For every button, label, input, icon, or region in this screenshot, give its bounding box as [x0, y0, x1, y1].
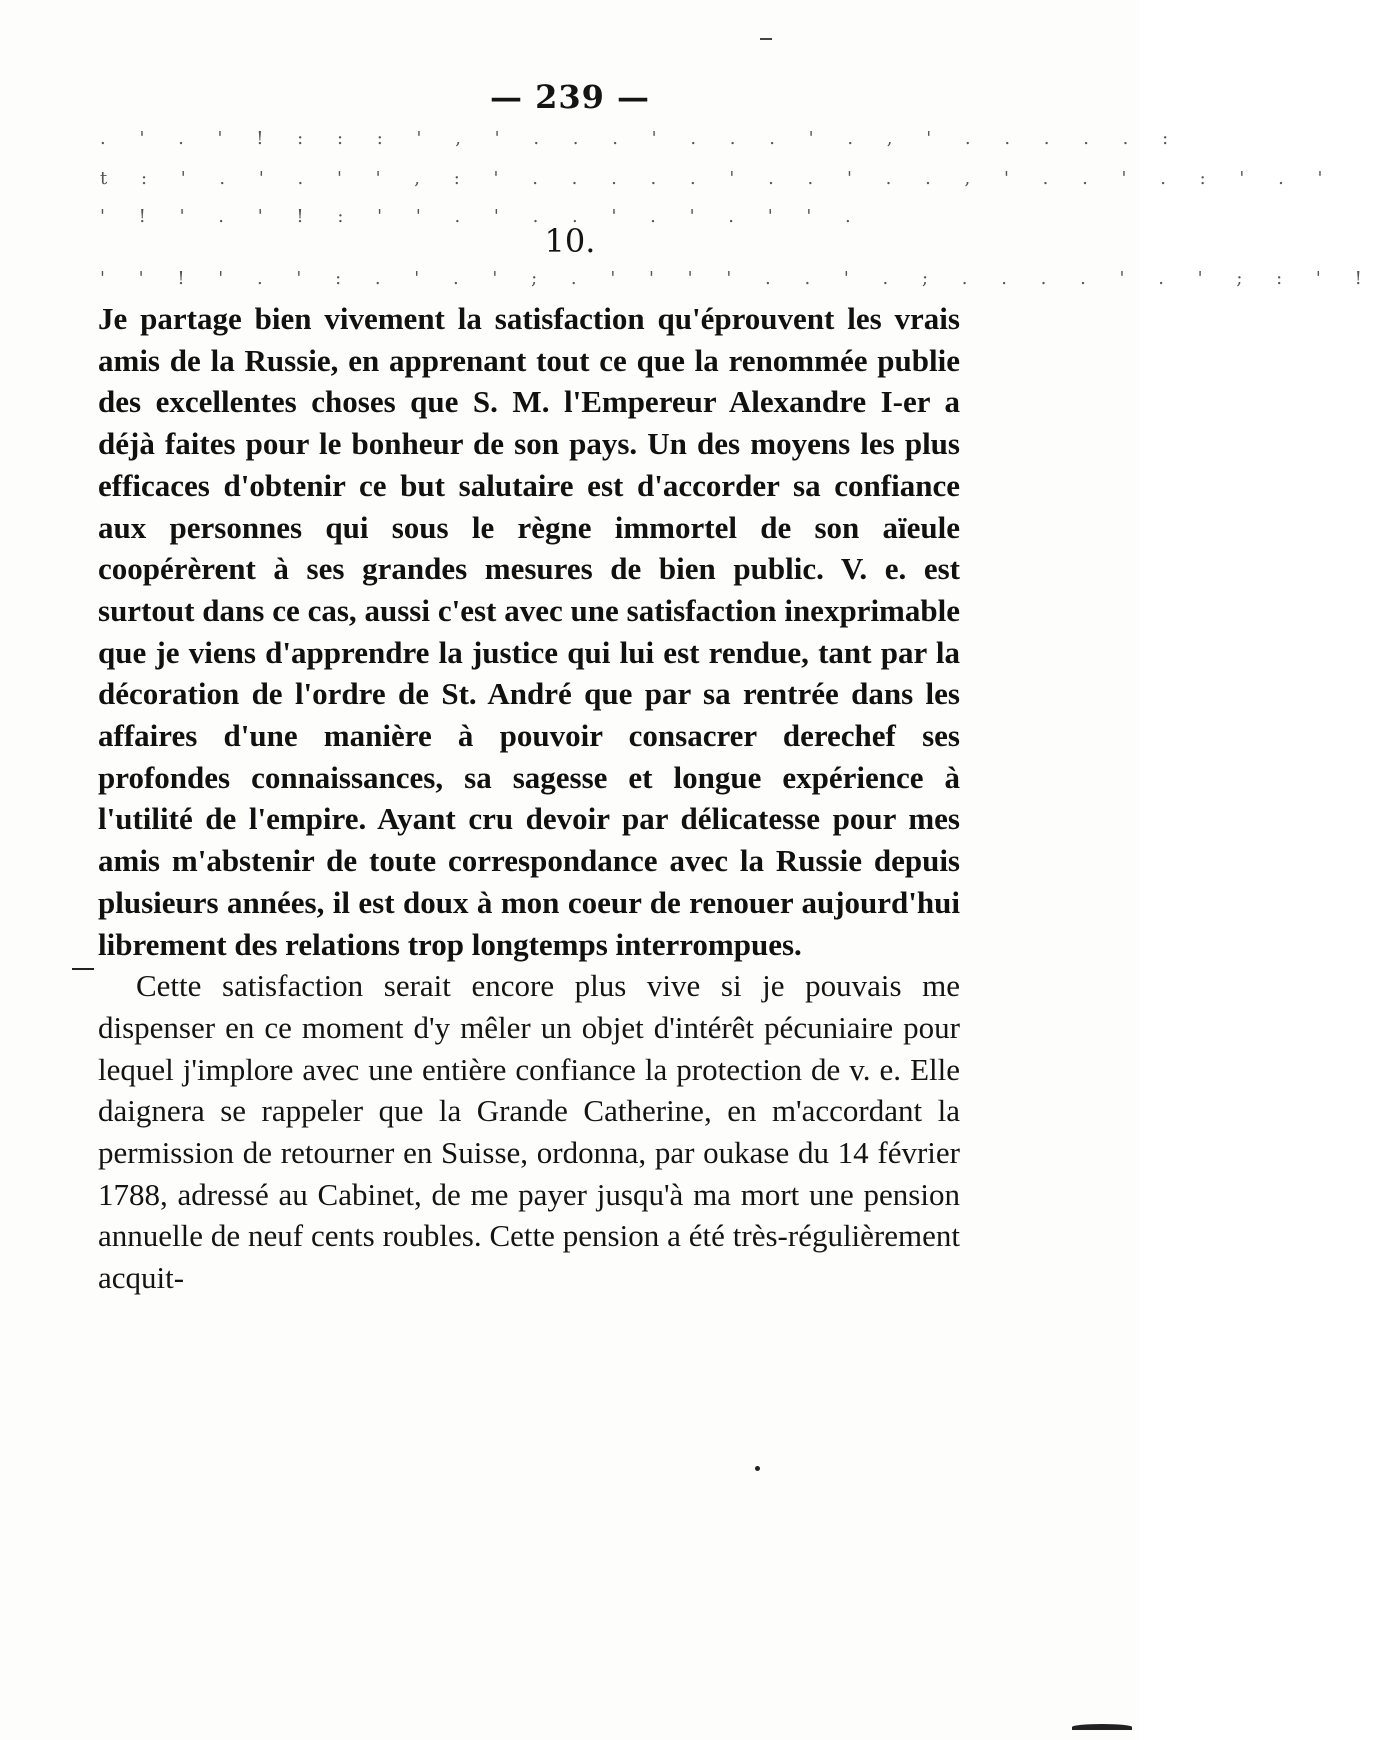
paragraph-2: Cette satisfaction serait encore plus vive si je pouvais me dispenser en ce moment d'y mêler un objet d'intérêt pécuniaire pour lequel j'implore avec une entière confiance la protection de v. e. Elle daignera se rappeler que la Grande Catherine, en m'accordant la permission de retourner en Suisse, ordonna, par oukase du 14 février 1788, adressé au Cabinet, de me payer jusqu'à ma mort une pension annuelle de neuf cents roubles. Cette pension a été très-régulièrement acquit-	[98, 968, 960, 1296]
bleed-through-speckle-row: t : ' . ' . ' ' , : ' . . . . . ' . . ' . . , ' . . ' . : ' . '	[100, 168, 1337, 189]
letter-body	[98, 298, 960, 1299]
top-ink-mark	[760, 38, 772, 40]
bleed-through-speckle-row: . ' . ' ! : : : ' , ' . . . ' . . . ' . , ' . . . . . :	[100, 128, 1183, 149]
letter-section-number: 10.	[544, 222, 596, 260]
bleed-through-speckle-row: ' ' ! ' . ' : . ' . ' ; . ' ' ' ' . . ' . ; . . . . ' . ' ; : ' !	[100, 268, 1376, 289]
corner-ink-smudge	[1072, 1724, 1132, 1730]
paragraph-1: Je partage bien vivement la satisfaction qu'éprouvent les vrais amis de la Russie, en apprenant tout ce que la renommée publie des excellentes choses que S. M. l'Empereur Alexandre I-er a déjà faites pour le bonheur de son pays. Un des moyens les plus efficaces d'obtenir ce but salutaire est d'accorder sa confiance aux personnes qui sous le règne immortel de son aïeule coopérèrent à ses grandes mesures de bien public. V. e. est surtout dans ce cas, aussi c'est avec une satisfaction inexprimable que je viens d'apprendre la justice qui lui est rendue, tant par la décoration de l'ordre de St. André que par sa rentrée dans les affaires d'une manière à pouvoir consacrer derechef ses profondes connaissances, sa sagesse et longue expérience à l'utilité de l'empire. Ayant cru devoir par délicatesse pour mes amis m'abstenir de toute correspondance avec la Russie depuis plusieurs années, il est doux à mon coeur de renouer aujourd'hui librement des relations trop longtemps interrompues.	[98, 301, 960, 962]
bleed-through-speckle-row: ' ! ' . ' ! : ' ' . ' . . ' . ' . ' ' .	[100, 206, 865, 227]
margin-ink-mark	[72, 968, 94, 970]
ink-dot	[755, 1466, 760, 1471]
page-number: — 239 —	[489, 78, 651, 116]
